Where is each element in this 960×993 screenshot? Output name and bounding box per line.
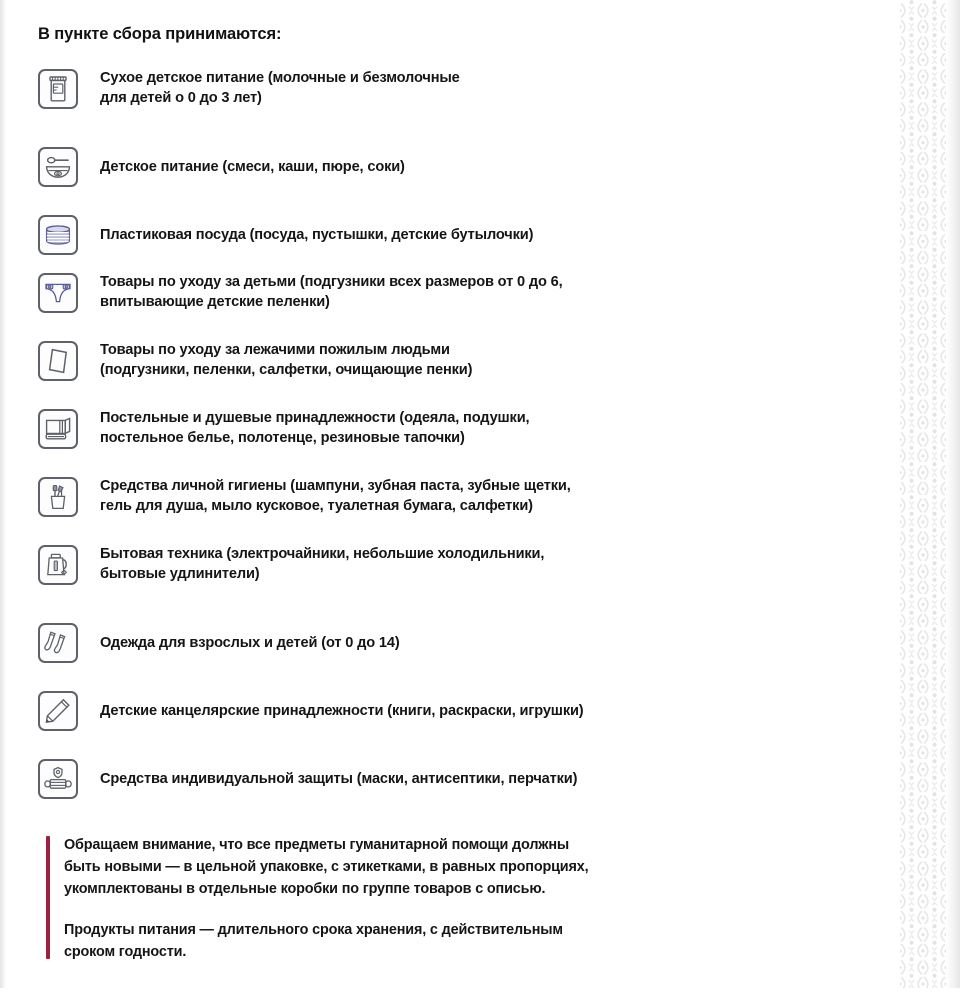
electric-kettle-icon: [38, 545, 78, 585]
list-item-label: [100, 339, 472, 381]
accepted-items-list: [38, 67, 888, 812]
note-accent-bar: [46, 836, 50, 960]
list-item: [38, 407, 888, 472]
bowl-and-spoon-icon: [38, 147, 78, 187]
baby-formula-jar-icon: [38, 69, 78, 109]
note-line-1: [64, 834, 888, 856]
list-item-line1: Сухое детское питание (молочные и безмолочные: [100, 69, 460, 86]
face-mask-icon: [38, 759, 78, 799]
list-item-label: [100, 632, 400, 654]
list-item-line2: впитывающие детские пеленки): [100, 294, 330, 311]
list-item: [38, 747, 888, 812]
list-item-label: [100, 224, 533, 246]
list-item-line1: Постельные и душевые принадлежности (одеяла, подушки,: [100, 409, 530, 426]
list-item-line2: бытовые удлинители): [100, 566, 260, 583]
diaper-icon: [38, 273, 78, 313]
card-right-edge: [946, 0, 960, 988]
attention-note: [38, 834, 888, 964]
list-item-line1: Средства личной гигиены (шампуни, зубная паста, зубные щетки,: [100, 477, 571, 494]
list-item-line1: Бытовая техника (электрочайники, небольшие холодильники,: [100, 545, 545, 562]
list-item: [38, 543, 888, 608]
list-item: [38, 611, 888, 676]
socks-icon: [38, 623, 78, 663]
folded-bedding-icon: [38, 409, 78, 449]
list-item: [38, 475, 888, 540]
note-line-2: быть новыми — в цельной упаковке, с этикетками, в равных пропорциях,: [64, 858, 589, 875]
toothbrush-cup-icon: [38, 477, 78, 517]
list-item-line2: гель для душа, мыло кусковое, туалетная бумага, салфетки): [100, 498, 533, 515]
ornament-gutter: [890, 0, 900, 988]
list-item-label: [100, 700, 584, 722]
list-item-line1: Детские канцелярские принадлежности (книги, раскраски, игрушки): [100, 703, 584, 720]
list-item-line2: (подгузники, пеленки, салфетки, очищающие пенки): [100, 362, 473, 379]
list-item-line1: Товары по уходу за лежачими пожилым людьми: [100, 341, 450, 358]
list-item-line2: постельное белье, полотенце, резиновые тапочки): [100, 430, 465, 447]
note-paragraph-2: [64, 919, 888, 964]
note-line-1-rest: что все предметы гуманитарной помощи должны: [215, 836, 570, 853]
plastic-tableware-icon: [38, 215, 78, 255]
decorative-lattice-pattern: [900, 0, 946, 988]
list-item-label: [100, 156, 405, 178]
note-paragraph-1: [64, 834, 888, 901]
page-title: В пункте сбора принимаются:: [38, 25, 282, 43]
pencil-icon: [38, 691, 78, 731]
list-item-label: [100, 67, 460, 109]
note2-line-1: Продукты питания — длительного срока хранения, с действительным: [64, 921, 563, 938]
list-item-label: [100, 543, 544, 585]
note-line-3: укомплектованы в отдельные коробки по группе товаров с описью.: [64, 881, 546, 898]
list-item-line1: Товары по уходу за детьми (подгузники всех размеров от 0 до 6,: [100, 273, 563, 290]
wipe-sheet-icon: [38, 341, 78, 381]
list-item: [38, 271, 888, 336]
list-item: [38, 67, 888, 132]
list-item-line2: для детей о 0 до 3 лет): [100, 90, 262, 107]
list-item-line1: Средства индивидуальной защиты (маски, антисептики, перчатки): [100, 771, 578, 788]
note-bold-lead: Обращаем внимание,: [64, 836, 216, 853]
list-item-label: [100, 271, 563, 313]
list-item-line1: Детское питание (смеси, каши, пюре, соки): [100, 159, 405, 176]
list-item-label: [100, 475, 571, 517]
list-item: [38, 339, 888, 404]
list-item: [38, 135, 888, 200]
list-item: [38, 203, 888, 268]
list-item-label: [100, 407, 529, 449]
list-item-line1: Одежда для взрослых и детей (от 0 до 14): [100, 635, 400, 652]
list-item: [38, 679, 888, 744]
list-item-line1: Пластиковая посуда (посуда, пустышки, детские бутылочки): [100, 227, 534, 244]
note2-line-2: сроком годности.: [64, 943, 187, 960]
list-item-label: [100, 768, 577, 790]
